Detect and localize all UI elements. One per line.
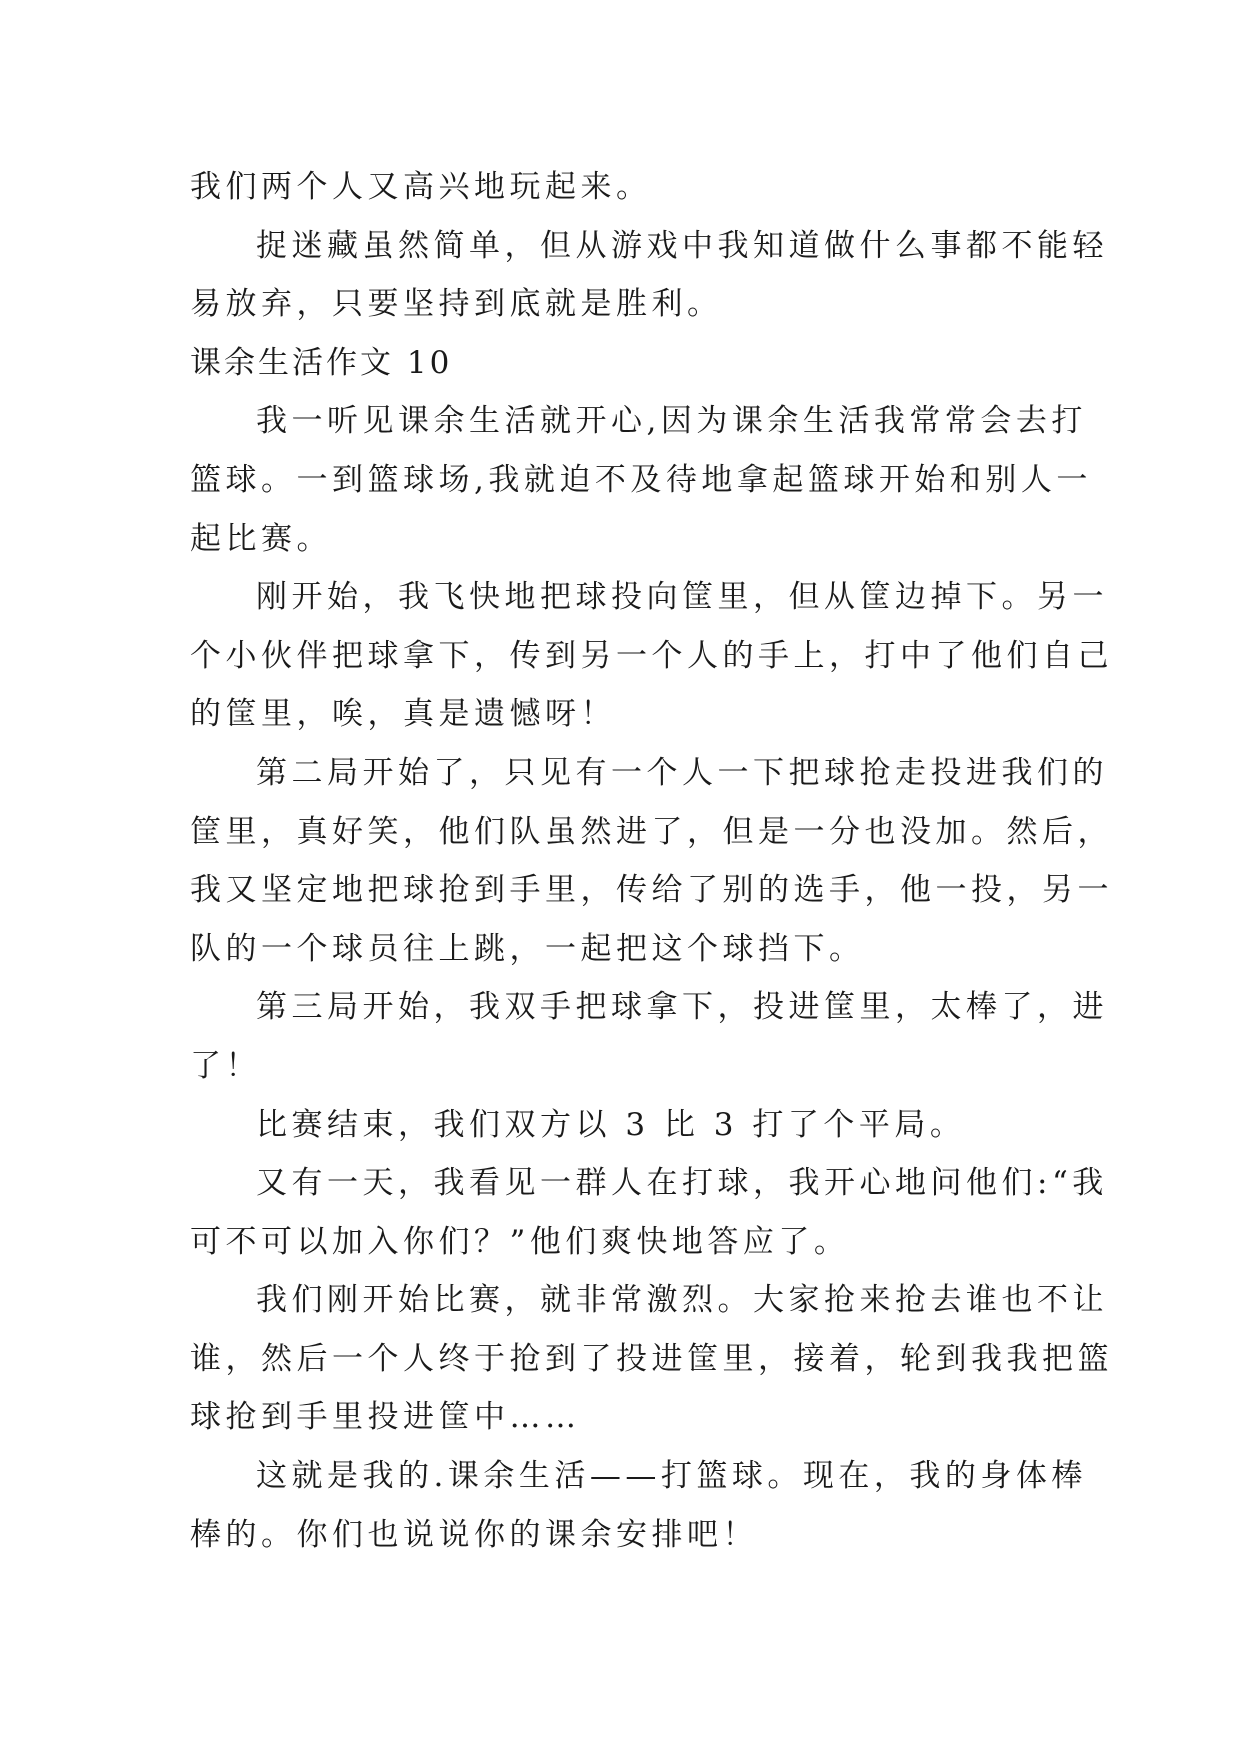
text-line: 比赛结束，我们双方以 3 比 3 打了个平局。 <box>256 1106 966 1143</box>
text-line: 刚开始，我飞快地把球投向筐里，但从筐边掉下。另一 <box>256 579 1108 616</box>
text-line: 我又坚定地把球抢到手里，传给了别的选手，他一投，另一 <box>190 872 1113 909</box>
text-line: 球抢到手里投进筐中…… <box>190 1399 581 1436</box>
text-line: 第三局开始，我双手把球拿下，投进筐里，太棒了，进 <box>256 989 1108 1026</box>
text-line: 这就是我的.课余生活——打篮球。现在，我的身体棒 <box>256 1458 1087 1495</box>
text-line: 又有一天，我看见一群人在打球，我开心地问他们:“我 <box>256 1165 1108 1202</box>
text-line: 了！ <box>190 1047 261 1084</box>
text-line: 筐里，真好笑，他们队虽然进了，但是一分也没加。然后， <box>190 813 1113 850</box>
text-line: 易放弃，只要坚持到底就是胜利。 <box>190 286 723 323</box>
text-line: 可不可以加入你们？”他们爽快地答应了。 <box>190 1223 850 1260</box>
document-page <box>190 158 1113 1564</box>
text-line: 队的一个球员往上跳，一起把这个球挡下。 <box>190 930 865 967</box>
text-line: 篮球。一到篮球场,我就迫不及待地拿起篮球开始和别人一 <box>190 461 1092 498</box>
text-line: 谁，然后一个人终于抢到了投进筐里，接着，轮到我我把篮 <box>190 1340 1113 1377</box>
text-line: 第二局开始了，只见有一个人一下把球抢走投进我们的 <box>256 754 1108 791</box>
text-line: 我一听见课余生活就开心,因为课余生活我常常会去打 <box>256 403 1087 440</box>
text-line: 捉迷藏虽然简单，但从游戏中我知道做什么事都不能轻 <box>256 227 1108 264</box>
text-line: 我们刚开始比赛，就非常激烈。大家抢来抢去谁也不让 <box>256 1282 1108 1319</box>
text-line: 我们两个人又高兴地玩起来。 <box>190 169 652 205</box>
text-line: 个小伙伴把球拿下，传到另一个人的手上，打中了他们自己 <box>190 637 1113 674</box>
text-line: 棒的。你们也说说你的课余安排吧！ <box>190 1516 758 1553</box>
text-line: 的筐里，唉，真是遗憾呀！ <box>190 696 616 733</box>
text-line: 起比赛。 <box>190 520 332 557</box>
section-heading: 课余生活作文 10 <box>190 344 453 381</box>
